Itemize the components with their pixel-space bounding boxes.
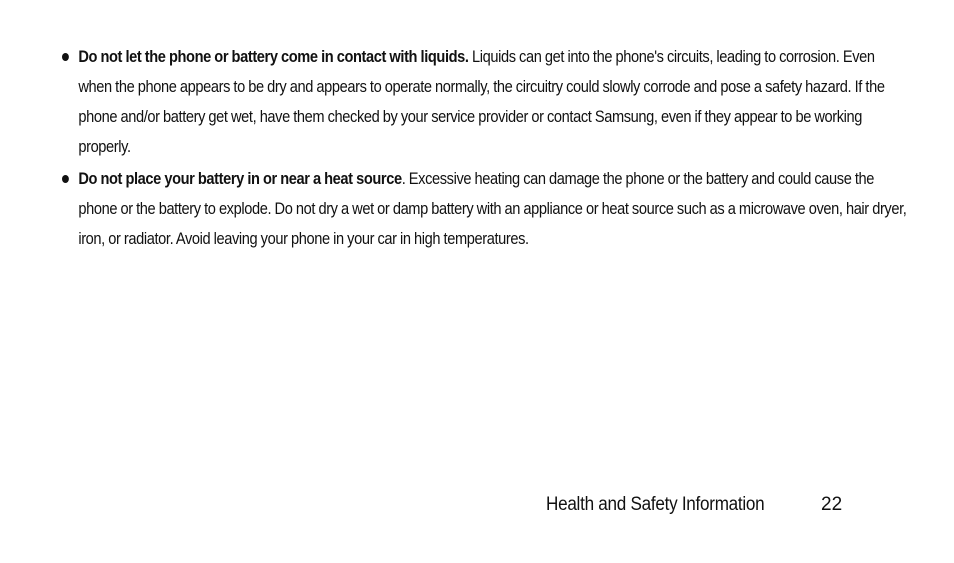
bullet-heading: Do not place your battery in or near a heat source [78, 169, 402, 188]
footer-page-number: 22 [821, 494, 843, 515]
safety-bullet-list [62, 42, 907, 256]
footer-section-title: Health and Safety Information [546, 494, 765, 515]
bullet-body: . Excessive heating can damage the phone or the battery and could cause the phone or the battery to explode. Do not dry a wet or damp battery with an appliance or heat source such as a microwave oven, hair dryer, iron, or radiator. Avoid leaving your phone in your car in high temperatures. [78, 169, 907, 248]
bullet-item-heat-source [62, 164, 908, 254]
bullet-heading: Do not let the phone or battery come in contact with liquids. [78, 47, 469, 66]
bullet-body: Liquids can get into the phone's circuits, leading to corrosion. Even when the phone appears to be dry and appears to operate normally, the circuitry could slowly corrode and pose a safety hazard. If the phone and/or battery get wet, have them checked by your service provider or contact Samsung, even if they appear to be working properly. [78, 47, 885, 156]
bullet-dot-icon [62, 175, 69, 183]
bullet-item-liquids [62, 42, 908, 162]
bullet-dot-icon [62, 53, 69, 61]
